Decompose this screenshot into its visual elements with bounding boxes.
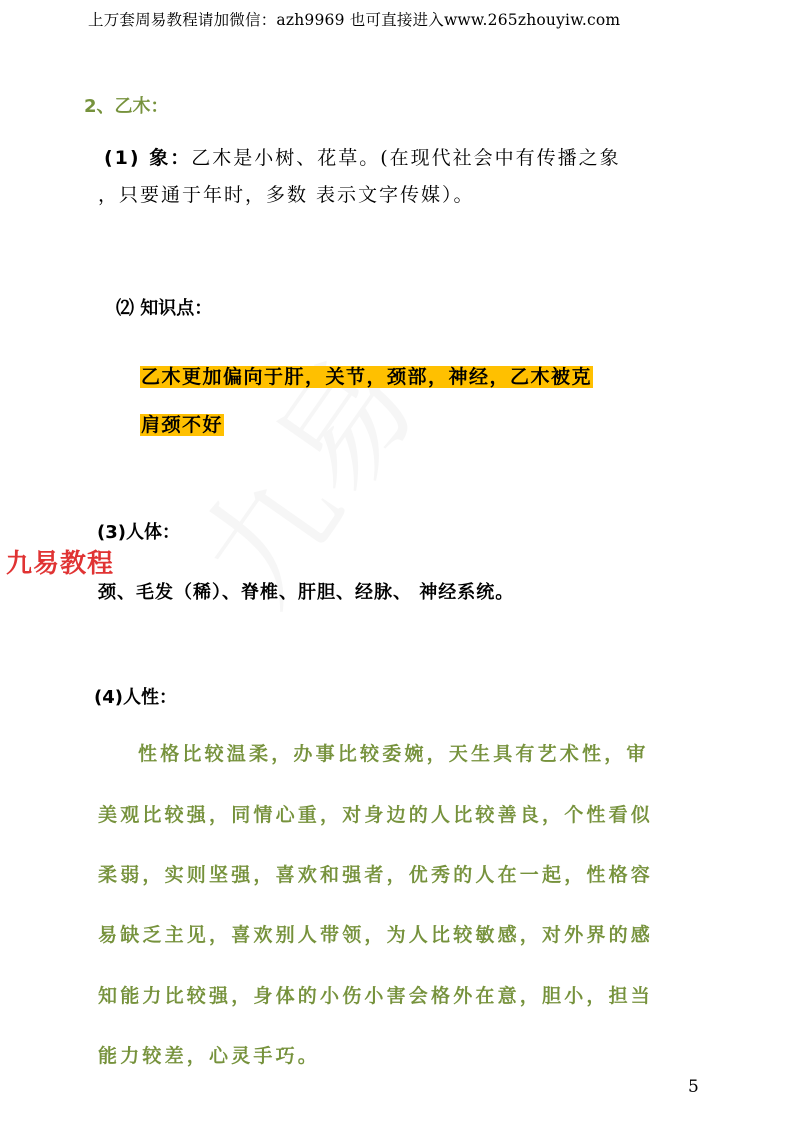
item4-line: 易缺乏主见，喜欢别人带领，为人比较敏感，对外界的感 [98,924,654,946]
item2-label: ⑵ 知识点： [116,298,213,319]
item1-line1 [104,143,621,170]
item2-highlight-line1: 乙木更加偏向于肝，关节，颈部，神经，乙木被克 [141,366,593,388]
item2-highlight-line2-wrap [140,410,224,437]
item1-label: (1) 象： [104,147,192,169]
item4-line: 美观比较强，同情心重，对身边的人比较善良，个性看似 [98,804,654,826]
item4-line: 知能力比较强，身体的小伤小害会格外在意，胆小，担当 [98,985,654,1007]
item4-line: 性格比较温柔，办事比较委婉，天生具有艺术性，审 [138,743,649,765]
item1-text-line2: ，只要通于年时，多数 表示文字传媒）。 [98,184,475,206]
page-number: 5 [688,1077,699,1097]
item4-line: 能力较差，心灵手巧。 [98,1045,321,1067]
item1-text-line1: 乙木是小树、花草。(在现代社会中有传播之象 [191,147,621,169]
item3-label: (3)人体： [97,522,180,543]
item3-text: 颈、毛发（稀）、脊椎、肝胆、经脉、 神经系统。 [98,582,515,603]
item4-label: (4)人性： [94,687,177,708]
item2-highlight-line1-wrap [140,362,593,389]
brand-watermark: 九易教程 [6,549,115,579]
item4-line: 柔弱，实则坚强，喜欢和强者，优秀的人在一起，性格容 [98,864,654,886]
section-title: 2、乙木： [84,96,169,117]
item2-highlight-line2: 肩颈不好 [141,414,224,436]
page-header: 上万套周易教程请加微信：azh9969 也可直接进入www.265zhouyiw.com [88,11,621,29]
